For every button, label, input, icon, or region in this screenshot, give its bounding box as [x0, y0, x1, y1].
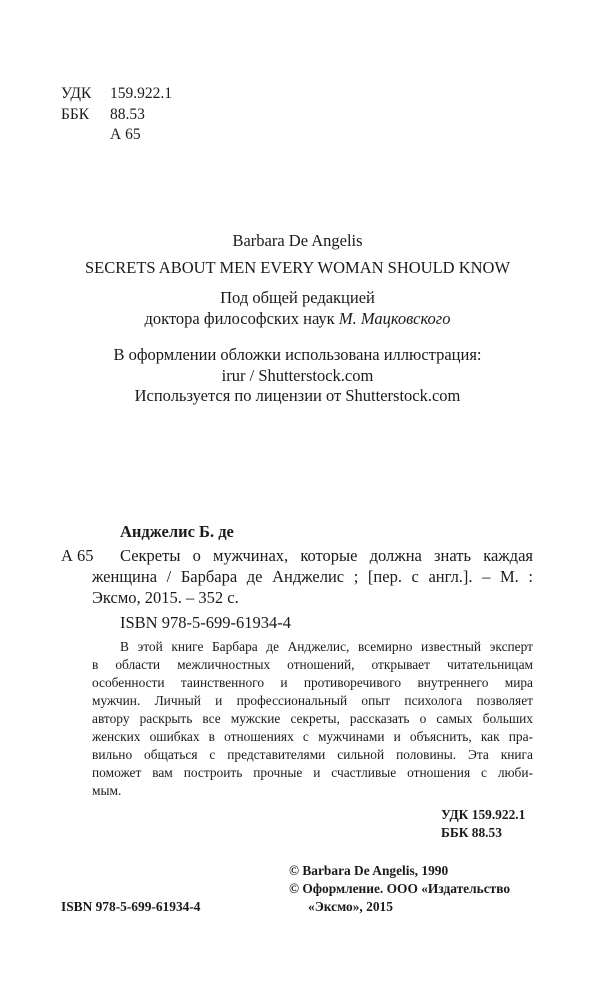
cover-credit-line1: В оформлении обложки использована иллюстрация: [113, 345, 482, 364]
annotation-line: особенности таинственного и противоречивого внутреннего мира [92, 675, 533, 690]
isbn-bottom: ISBN 978-5-699-61934-4 [61, 899, 201, 914]
annotation-line: поможет вам построить прочные и счастливые отношения с люби- [92, 765, 533, 780]
annotation-line: в области межличностных отношений, открывает читательницам [92, 657, 533, 672]
annotation-line: мужчин. Личный и профессиональный опыт психолога позволяет [92, 693, 533, 708]
editor-line1: Под общей редакцией [220, 288, 375, 307]
bbk-label: ББК [61, 106, 90, 123]
annotation-line: В этой книге Барбара де Анджелис, всемирно известный эксперт [120, 639, 533, 654]
original-title: SECRETS ABOUT MEN EVERY WOMAN SHOULD KNOW [84, 258, 511, 277]
udk-value: 159.922.1 [110, 85, 172, 102]
cover-credit-line3: Используется по лицензии от Shutterstock.com [134, 386, 461, 405]
bbk-value: 88.53 [110, 106, 145, 123]
copyright-line3: «Эксмо», 2015 [308, 899, 393, 914]
annotation-line: вильно общаться с представителями сильной половины. Эта книга [92, 747, 533, 762]
copyright-line2: © Оформление. ООО «Издательство [289, 881, 511, 896]
catalog-heading: Анджелис Б. де [120, 522, 234, 541]
udk-label: УДК [61, 85, 92, 102]
catalog-isbn: ISBN 978-5-699-61934-4 [120, 613, 291, 632]
editor-prefix: доктора философских наук [144, 309, 339, 328]
codes-udk: УДК 159.922.1 [441, 807, 526, 822]
catalog-line2: женщина / Барбара де Анджелис ; [пер. с англ.]. – М. : [92, 567, 533, 586]
annotation-line: автору раскрыть все мужские секреты, рассказать о самых больших [92, 711, 533, 726]
cover-credit-line2: irur / Shutterstock.com [221, 366, 374, 385]
annotation-line: женских ошибках в отношениях с мужчинами и объяснить, как пра- [92, 729, 533, 744]
editor-name: М. Мацковского [338, 309, 451, 328]
annotation-line: мым. [92, 783, 122, 798]
catalog-mark: А 65 [61, 546, 94, 565]
original-author: Barbara De Angelis [232, 231, 363, 250]
editor-line2 [0, 309, 595, 329]
codes-bbk: ББК 88.53 [441, 825, 502, 840]
copyright-line1: © Barbara De Angelis, 1990 [289, 863, 449, 878]
catalog-line1: Секреты о мужчинах, которые должна знать каждая [120, 546, 533, 565]
author-mark: А 65 [110, 126, 141, 143]
catalog-line3: Эксмо, 2015. – 352 с. [92, 588, 239, 607]
udk-line [61, 85, 91, 103]
